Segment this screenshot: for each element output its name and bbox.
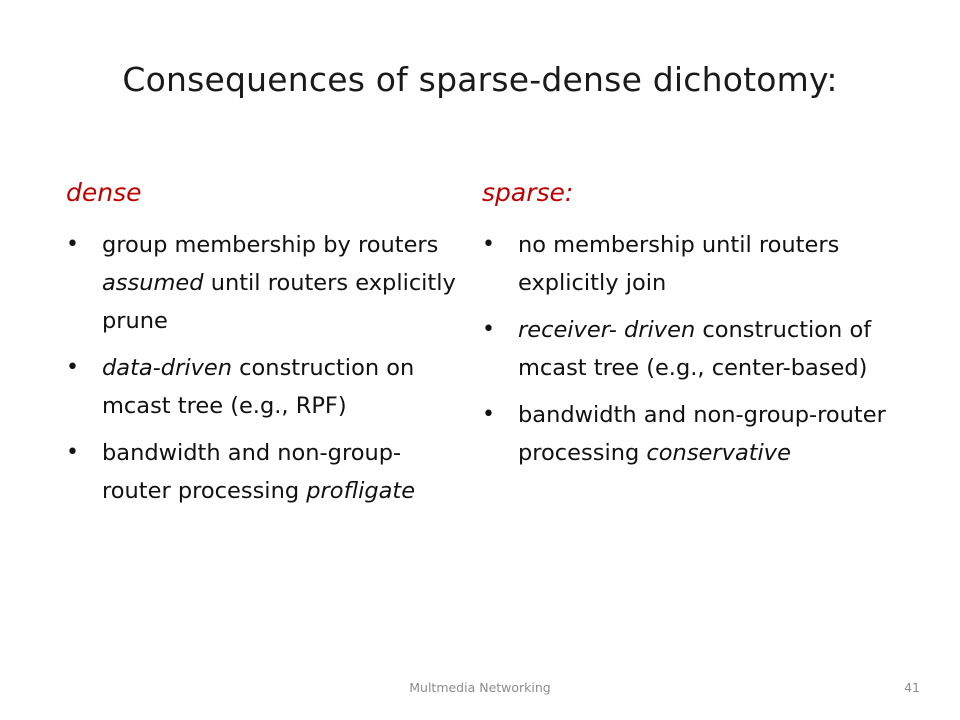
bullet-emphasis: data-driven — [102, 355, 233, 381]
sparse-bullet-2 — [482, 311, 912, 387]
page-number: 41 — [904, 680, 920, 695]
sparse-bullet-1 — [482, 226, 912, 302]
dense-bullet-1 — [66, 226, 466, 340]
bullet-text: no membership until routers explicitly join — [518, 232, 840, 296]
dense-heading: dense — [66, 178, 142, 207]
bullet-text: construction on mcast tree (e.g., RPF) — [102, 355, 415, 419]
bullet-emphasis: receiver- driven — [518, 317, 696, 343]
sparse-bullet-3 — [482, 396, 912, 472]
bullet-emphasis: conservative — [646, 440, 791, 466]
sparse-heading: sparse: — [482, 178, 574, 207]
bullet-text: construction of mcast tree (e.g., center-based) — [518, 317, 872, 381]
dense-column — [66, 178, 466, 519]
dense-bullet-3 — [66, 434, 466, 510]
bullet-emphasis: assumed — [102, 270, 204, 296]
bullet-emphasis: profligate — [306, 478, 416, 504]
bullet-text: bandwidth and non-group-router processing — [102, 440, 402, 504]
bullet-text: group membership by routers — [102, 232, 439, 258]
dense-bullet-2 — [66, 349, 466, 425]
slide-title: Consequences of sparse-dense dichotomy: — [122, 60, 838, 99]
sparse-bullet-list — [482, 226, 912, 472]
bullet-text: bandwidth and non-group-router processing — [518, 402, 886, 466]
sparse-column — [482, 178, 912, 481]
bullet-text: until routers explicitly prune — [102, 270, 456, 334]
dense-bullet-list — [66, 226, 466, 510]
footer-source: Multmedia Networking — [409, 680, 551, 695]
